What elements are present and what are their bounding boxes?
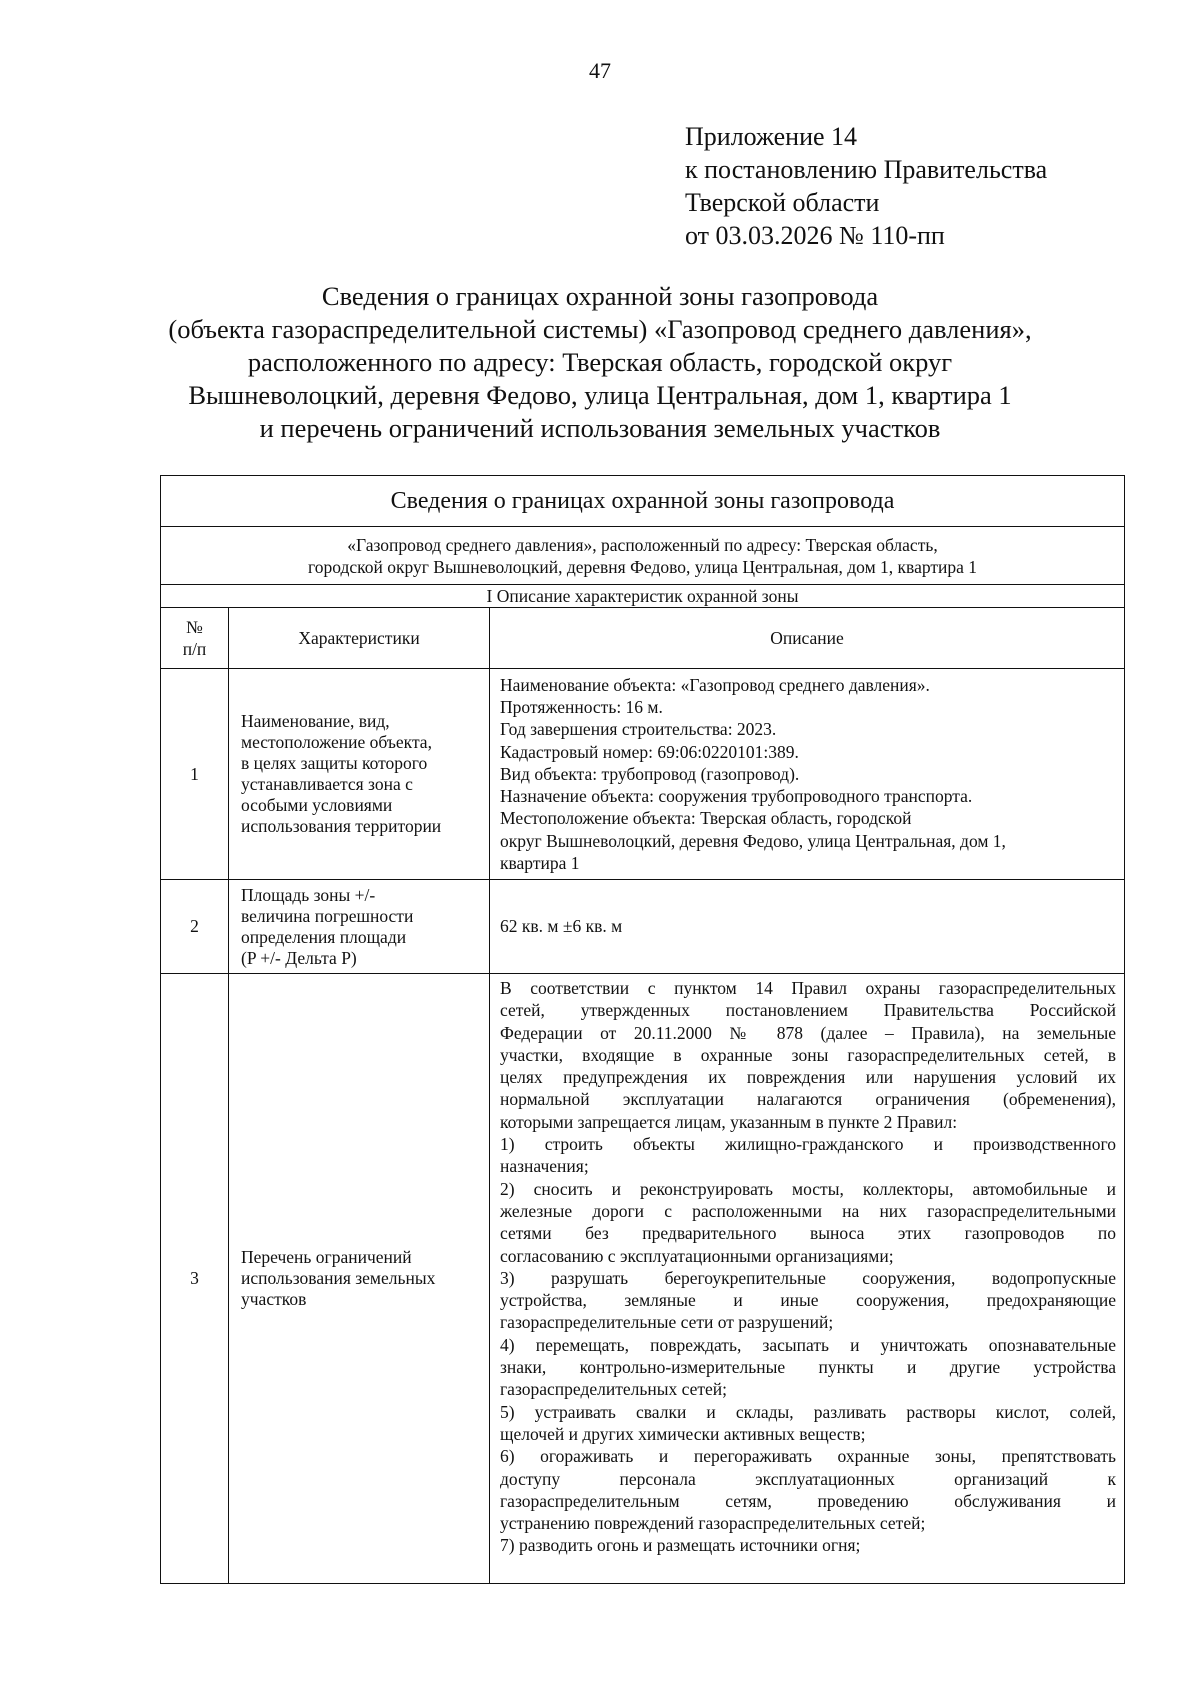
- text-line: Наименование, вид,: [241, 711, 390, 731]
- text-line: 62 кв. м ±6 кв. м: [500, 916, 623, 937]
- text-line: 3) разрушать берегоукрепительные сооружения, водопропускные: [500, 1267, 1117, 1288]
- text-line: железные дороги с расположенными на них газораспределительными: [500, 1200, 1117, 1221]
- row-characteristic: [229, 880, 490, 974]
- text-line: В соответствии с пунктом 14 Правил охраны газораспределительных: [500, 978, 1117, 998]
- text-line: Назначение объекта: сооружения трубопроводного транспорта.: [500, 786, 973, 807]
- text-line: 1) строить объекты жилищно-гражданского и производственного: [500, 1134, 1117, 1155]
- text-line: которыми запрещается лицам, указанным в пункте 2 Правил:: [500, 1111, 958, 1132]
- section-title: I Описание характеристик охранной зоны: [161, 585, 1125, 608]
- column-header-description: Описание: [490, 608, 1125, 669]
- text-line: согласованию с эксплуатационными организациями;: [500, 1245, 894, 1266]
- text-line: 2) сносить и реконструировать мосты, коллекторы, автомобильные и: [500, 1178, 1117, 1199]
- text-line: особыми условиями: [241, 795, 393, 815]
- text-line: участки, входящие в охранные зоны газораспределительных сетей, в: [500, 1044, 1117, 1065]
- text-line: Местоположение объекта: Тверская область, городской: [500, 808, 912, 829]
- text-line: (P +/- Дельта P): [241, 947, 357, 968]
- text-line: устройства, земляные и иные сооружения, предохраняющие: [500, 1290, 1117, 1311]
- table-heading: Сведения о границах охранной зоны газопровода: [161, 476, 1125, 527]
- page-number: 47: [589, 58, 611, 83]
- subheading-line: городской округ Вышневолоцкий, деревня Федово, улица Центральная, дом 1, квартира 1: [307, 556, 978, 577]
- title-line: и перечень ограничений использования земельных участков: [259, 413, 941, 443]
- row-description: [490, 880, 1125, 974]
- text-line: квартира 1: [500, 853, 580, 874]
- text-line: целях предупреждения их повреждения или нарушения условий их: [500, 1067, 1117, 1088]
- text-line: Кадастровый номер: 69:06:0220101:389.: [500, 741, 799, 762]
- protection-zone-table: [160, 475, 1125, 1584]
- text-line: устранению повреждений газораспределительных сетей;: [500, 1513, 926, 1534]
- text-line: щелочей и других химически активных веществ;: [500, 1423, 866, 1444]
- text-line: использования земельных: [241, 1268, 436, 1288]
- row-number: 2: [161, 880, 229, 974]
- text-line: Наименование объекта: «Газопровод среднего давления».: [500, 674, 930, 695]
- text-line: местоположение объекта,: [241, 732, 432, 752]
- table-subheading: [161, 527, 1125, 585]
- title-line: Сведения о границах охранной зоны газопровода: [321, 281, 879, 311]
- text-line: сетей, утвержденных постановлением Правительства Российской: [500, 1000, 1117, 1021]
- text-line: знаки, контрольно-измерительные пункты и другие устройства: [500, 1357, 1117, 1378]
- row-characteristic: [229, 669, 490, 880]
- text-line: Протяженность: 16 м.: [500, 696, 663, 717]
- text-line: назначения;: [500, 1156, 589, 1177]
- column-header-num: [161, 608, 229, 669]
- text-line: нормальной эксплуатации налагаются ограничения (обременения),: [500, 1089, 1117, 1110]
- row-number: 1: [161, 669, 229, 880]
- text-line: газораспределительным сетям, проведению обслуживания и: [500, 1490, 1117, 1511]
- row-number: 3: [161, 974, 229, 1584]
- text-line: газораспределительные сети от разрушений;: [500, 1312, 834, 1333]
- column-header-num-line: п/п: [182, 639, 207, 659]
- appendix-block: [685, 120, 1047, 252]
- text-line: в целях защиты которого: [241, 753, 428, 773]
- title-line: Вышневолоцкий, деревня Федово, улица Центральная, дом 1, квартира 1: [188, 380, 1012, 410]
- text-line: сетями без предварительного выноса этих газопроводов по: [500, 1223, 1117, 1244]
- text-line: устанавливается зона с: [241, 774, 413, 794]
- text-line: 7) разводить огонь и размещать источники огня;: [500, 1535, 861, 1556]
- text-line: определения площади: [241, 926, 407, 947]
- text-line: Федерации от 20.11.2000 № 878 (далее – Правила), на земельные: [500, 1022, 1117, 1043]
- row-description: [490, 669, 1125, 880]
- text-line: 6) огораживать и перегораживать охранные зоны, препятствовать: [500, 1446, 1117, 1467]
- text-line: Перечень ограничений: [241, 1247, 412, 1267]
- text-line: участков: [241, 1289, 307, 1309]
- table-row: [161, 669, 1125, 880]
- title-line: (объекта газораспределительной системы) «Газопровод среднего давления»,: [168, 314, 1032, 344]
- column-header-num-line: №: [186, 617, 203, 637]
- text-line: округ Вышневолоцкий, деревня Федово, улица Центральная, дом 1,: [500, 830, 1006, 851]
- text-line: Год завершения строительства: 2023.: [500, 719, 777, 740]
- text-line: 5) устраивать свалки и склады, разливать растворы кислот, солей,: [500, 1401, 1117, 1422]
- title-line: расположенного по адресу: Тверская область, городской округ: [247, 347, 953, 377]
- row-characteristic: [229, 974, 490, 1584]
- text-line: газораспределительных сетей;: [500, 1379, 727, 1400]
- text-line: доступу персонала эксплуатационных организаций к: [500, 1468, 1117, 1489]
- appendix-line: к постановлению Правительства: [685, 155, 1048, 184]
- table-row: [161, 880, 1125, 974]
- text-line: 4) перемещать, повреждать, засыпать и уничтожать опознавательные: [500, 1334, 1117, 1355]
- column-header-characteristic: Характеристики: [229, 608, 490, 669]
- appendix-line: Приложение 14: [685, 122, 858, 151]
- table-row: [161, 974, 1125, 1584]
- appendix-line: Тверской области: [685, 188, 880, 217]
- text-line: Площадь зоны +/-: [241, 884, 376, 905]
- row-description: [490, 974, 1125, 1584]
- appendix-line: от 03.03.2026 № 110-пп: [685, 221, 945, 250]
- text-line: использования территории: [241, 816, 442, 836]
- text-line: Вид объекта: трубопровод (газопровод).: [500, 763, 800, 784]
- document-title: [100, 280, 1100, 445]
- text-line: величина погрешности: [241, 905, 414, 926]
- subheading-line: «Газопровод среднего давления», расположенный по адресу: Тверская область,: [347, 534, 938, 555]
